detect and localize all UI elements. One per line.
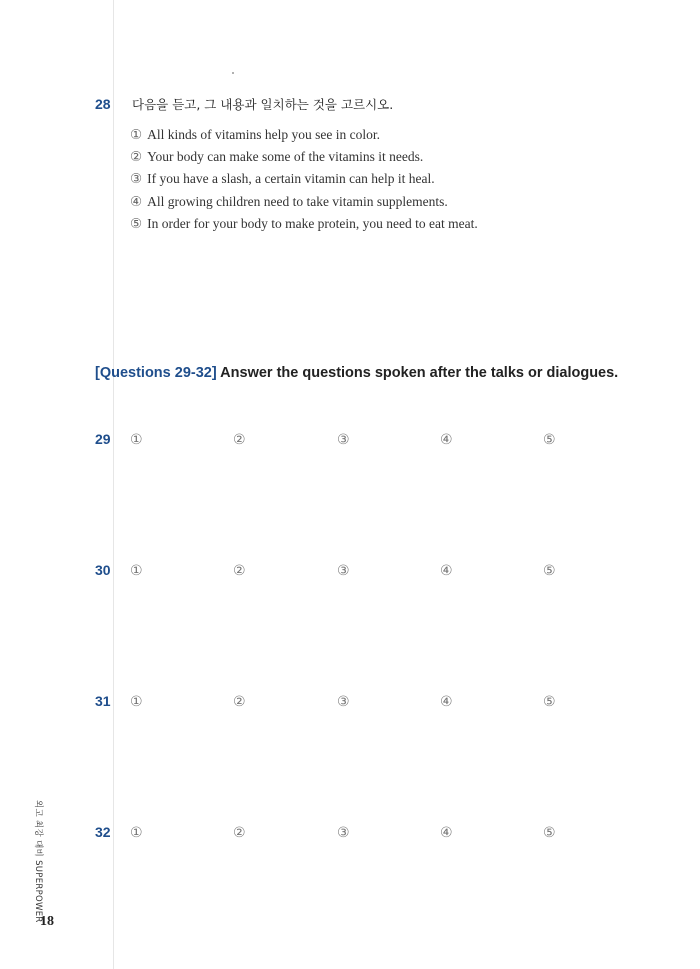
q30-choice-2[interactable]: ②: [233, 563, 246, 579]
q32-choice-4[interactable]: ④: [440, 825, 453, 841]
option-mark-4: ④: [130, 193, 143, 209]
option-text-5: In order for your body to make protein, you need to eat meat.: [147, 215, 478, 231]
question-31-number: 31: [95, 693, 111, 709]
option-mark-2: ②: [130, 149, 143, 165]
option-text-4: All growing children need to take vitamin supplements.: [147, 193, 448, 209]
option-3[interactable]: [130, 168, 478, 190]
q30-choice-3[interactable]: ③: [337, 563, 350, 579]
answer-row-31: [0, 693, 700, 713]
q32-choice-2[interactable]: ②: [233, 825, 246, 841]
answer-row-29: [0, 431, 700, 451]
q29-choice-3[interactable]: ③: [337, 432, 350, 448]
question-28-options: [130, 124, 478, 235]
section-heading: [95, 365, 618, 381]
q31-choice-5[interactable]: ⑤: [543, 694, 556, 710]
page-number: 18: [40, 914, 54, 929]
question-28-number: 28: [95, 96, 111, 112]
option-2[interactable]: [130, 146, 478, 168]
answer-row-32: [0, 824, 700, 844]
option-4[interactable]: [130, 191, 478, 213]
option-mark-5: ⑤: [130, 215, 143, 231]
side-book-title: 외고 최강 대비 SUPERPOWER: [33, 800, 43, 923]
q30-choice-4[interactable]: ④: [440, 563, 453, 579]
q31-choice-1[interactable]: ①: [130, 694, 143, 710]
q29-choice-1[interactable]: ①: [130, 432, 143, 448]
option-mark-3: ③: [130, 171, 143, 187]
q32-choice-1[interactable]: ①: [130, 825, 143, 841]
q30-choice-1[interactable]: ①: [130, 563, 143, 579]
q29-choice-2[interactable]: ②: [233, 432, 246, 448]
option-text-2: Your body can make some of the vitamins it needs.: [147, 149, 424, 165]
option-text-3: If you have a slash, a certain vitamin can help it heal.: [147, 171, 435, 187]
q29-choice-5[interactable]: ⑤: [543, 432, 556, 448]
option-5[interactable]: [130, 213, 478, 235]
option-1[interactable]: [130, 124, 478, 146]
q30-choice-5[interactable]: ⑤: [543, 563, 556, 579]
q31-choice-3[interactable]: ③: [337, 694, 350, 710]
q31-choice-2[interactable]: ②: [233, 694, 246, 710]
section-tag: [Questions 29-32]: [95, 365, 217, 381]
q32-choice-5[interactable]: ⑤: [543, 825, 556, 841]
section-text: Answer the questions spoken after the talks or dialogues.: [220, 365, 619, 381]
stray-dot: [232, 72, 234, 74]
question-28-instruction: 다음을 듣고, 그 내용과 일치하는 것을 고르시오.: [132, 97, 394, 112]
question-32-number: 32: [95, 824, 111, 840]
question-30-number: 30: [95, 562, 111, 578]
q31-choice-4[interactable]: ④: [440, 694, 453, 710]
option-mark-1: ①: [130, 127, 143, 142]
option-text-1: All kinds of vitamins help you see in color.: [147, 127, 380, 142]
q29-choice-4[interactable]: ④: [440, 432, 453, 448]
question-29-number: 29: [95, 431, 111, 447]
q32-choice-3[interactable]: ③: [337, 825, 350, 841]
answer-row-30: [0, 562, 700, 582]
